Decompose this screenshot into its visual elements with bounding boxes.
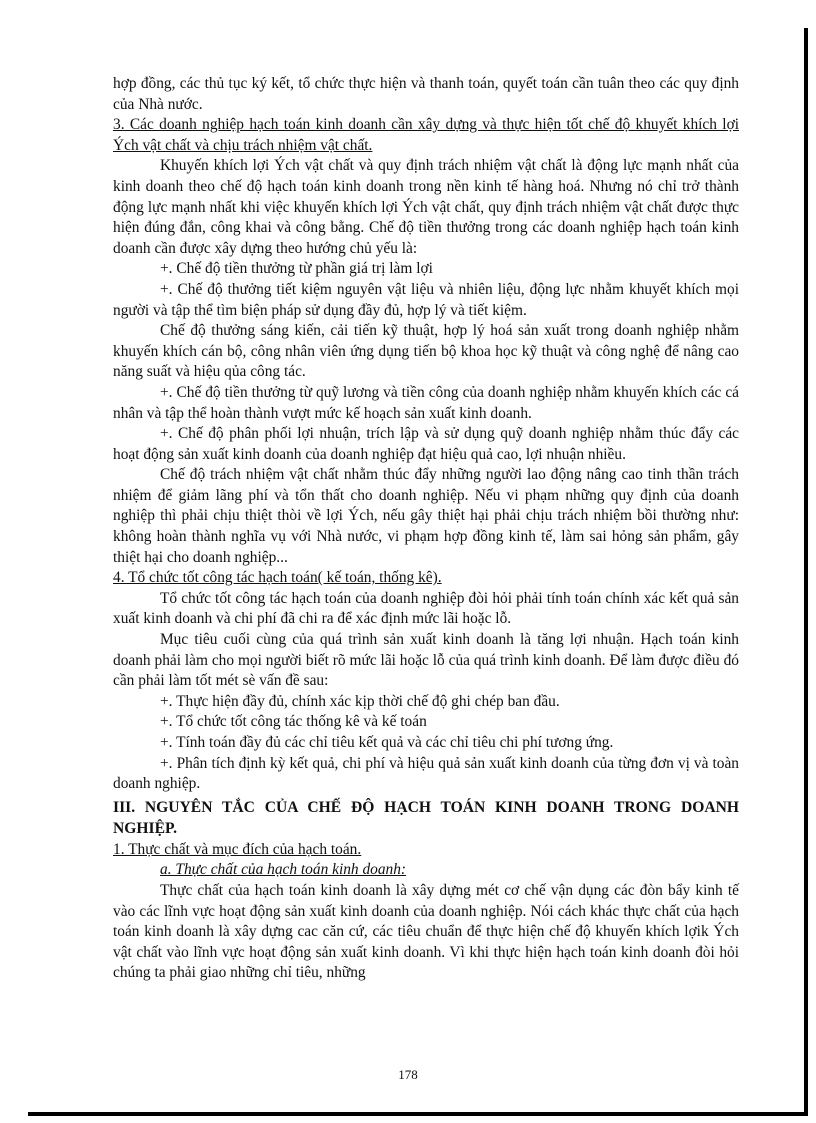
subsection-heading: 1. Thực chất và mục đích của hạch toán. [113, 840, 362, 858]
bullet-item: +. Chế độ tiền thưởng từ phần giá trị làm lợi [160, 260, 433, 278]
bullet-item: +. Phân tích định kỳ kết quả, chi phí và hiệu quả sản xuất kinh doanh của từng đơn vị và toàn doanh nghiệp. [113, 754, 739, 793]
paragraph: Mục tiêu cuối cùng của quá trình sản xuất kinh doanh là tăng lợi nhuận. Hạch toán kinh doanh phải làm cho mọi người biết rõ mức lãi hoặc lỗ của quá trình kinh doanh. Để làm được điều đó cần phải làm tốt mét sè vấn đề sau: [113, 631, 739, 690]
bullet-item: +. Chế độ phân phối lợi nhuận, trích lập và sử dụng quỹ doanh nghiệp nhằm thúc đẩy các hoạt động sản xuất kinh doanh của doanh nghiệp đạt hiệu quả cao, lợi nhuận nhiều. [113, 425, 739, 463]
paragraph-intro: hợp đồng, các thủ tục ký kết, tổ chức thực hiện và thanh toán, quyết toán cần tuân theo các quy định của Nhà nước. [113, 75, 739, 113]
paragraph: Chế độ trách nhiệm vật chất nhằm thúc đẩy những người lao động nâng cao tinh thần trách nhiệm để giảm lãng phí và tổn thất cho doanh nghiệp. Nếu vi phạm những quy định của doanh nghiệp thì phải chịu thiệt thòi về lợi Ých, nếu gây thiệt hại phải chịu trách nhiệm bồi thường như: không hoàn thành nghĩa vụ với Nhà nước, vi phạm hợp đồng kinh tế, làm sai hỏng sản phẩm, gây thiệt hại cho doanh nghiệp... [113, 466, 739, 566]
bullet-item: +. Thực hiện đầy đủ, chính xác kịp thời chế độ ghi chép ban đầu. [160, 692, 560, 710]
bullet-item: +. Tính toán đầy đủ các chỉ tiêu kết quả và các chỉ tiêu chi phí tương ứng. [160, 734, 614, 751]
document-body [113, 74, 739, 984]
paragraph: Khuyến khích lợi Ých vật chất và quy định trách nhiệm vật chất là động lực mạnh nhất của kinh doanh theo chế độ hạch toán kinh doanh trong nền kinh tế hàng hoá. Nhưng nó chỉ trở thành động lực mạnh nhất khi việc khuyến khích lợi Ých vật chất, quy định trách nhiệm vật chất được thực hiện đúng đắn, công khai và công bằng. Chế độ tiền thưởng trong các doanh nghiệp hạch toán kinh doanh cần được xây dựng theo hướng chủ yếu là: [113, 157, 739, 257]
page-shadow-right [804, 28, 808, 1116]
bullet-item: +. Chế độ tiền thưởng từ quỹ lương và tiền công của doanh nghiệp nhằm khuyến khích các cá nhân và tập thể hoàn thành vượt mức kế hoạch sản xuất kinh doanh. [113, 383, 739, 422]
paragraph: Chế độ thưởng sáng kiến, cải tiến kỹ thuật, hợp lý hoá sản xuất trong doanh nghiệp nhằm khuyến khích cán bộ, công nhân viên ứng dụng tiến bộ khoa học kỹ thuật và công nghệ để nâng cao năng suất và hiệu qủa công tác. [113, 322, 739, 381]
chapter-heading: III. NGUYÊN TẮC CỦA CHẾ ĐỘ HẠCH TOÁN KINH DOANH TRONG DOANH NGHIỆP. [113, 798, 739, 838]
section-4-heading: 4. Tổ chức tốt công tác hạch toán( kế toán, thống kê). [113, 569, 442, 587]
subheading-italic: a. Thực chất của hạch toán kinh doanh: [160, 861, 407, 879]
paragraph: Tổ chức tốt công tác hạch toán của doanh nghiệp đòi hỏi phải tính toán chính xác kết quả sản xuất kinh doanh và chi phí đã chi ra để xác định mức lãi hoặc lỗ. [113, 589, 739, 628]
bullet-item: +. Chế độ thưởng tiết kiệm nguyên vật liệu và nhiên liệu, động lực nhằm khuyết khích mọi người và tập thể tìm biện pháp sử dụng đầy đủ, hợp lý và tiết kiệm. [113, 280, 739, 319]
page-shadow-bottom [28, 1112, 808, 1116]
page-number: 178 [398, 1067, 418, 1082]
section-3-heading: 3. Các doanh nghiệp hạch toán kinh doanh cần xây dựng và thực hiện tốt chế độ khuyết khích lợi Ých vật chất và chịu trách nhiệm vật chất. [113, 116, 739, 154]
bullet-item: +. Tổ chức tốt công tác thống kê và kế toán [160, 713, 427, 731]
paragraph: Thực chất của hạch toán kinh doanh là xây dựng mét cơ chế vận dụng các đòn bẩy kinh tế vào các lĩnh vực hoạt động sản xuất kinh doanh của doanh nghiệp. Nói cách khác thực chất của hạch toán kinh doanh là xây dựng cac căn cứ, các tiêu chuẩn để thực hiện chế độ khuyến khích lợik Ých vật chất vào lĩnh vực hoạt động sản xuất kinh doanh. Vì khi thực hiện hạch toán kinh doanh đòi hỏi chúng ta phải giao những chỉ tiêu, những [113, 881, 739, 982]
